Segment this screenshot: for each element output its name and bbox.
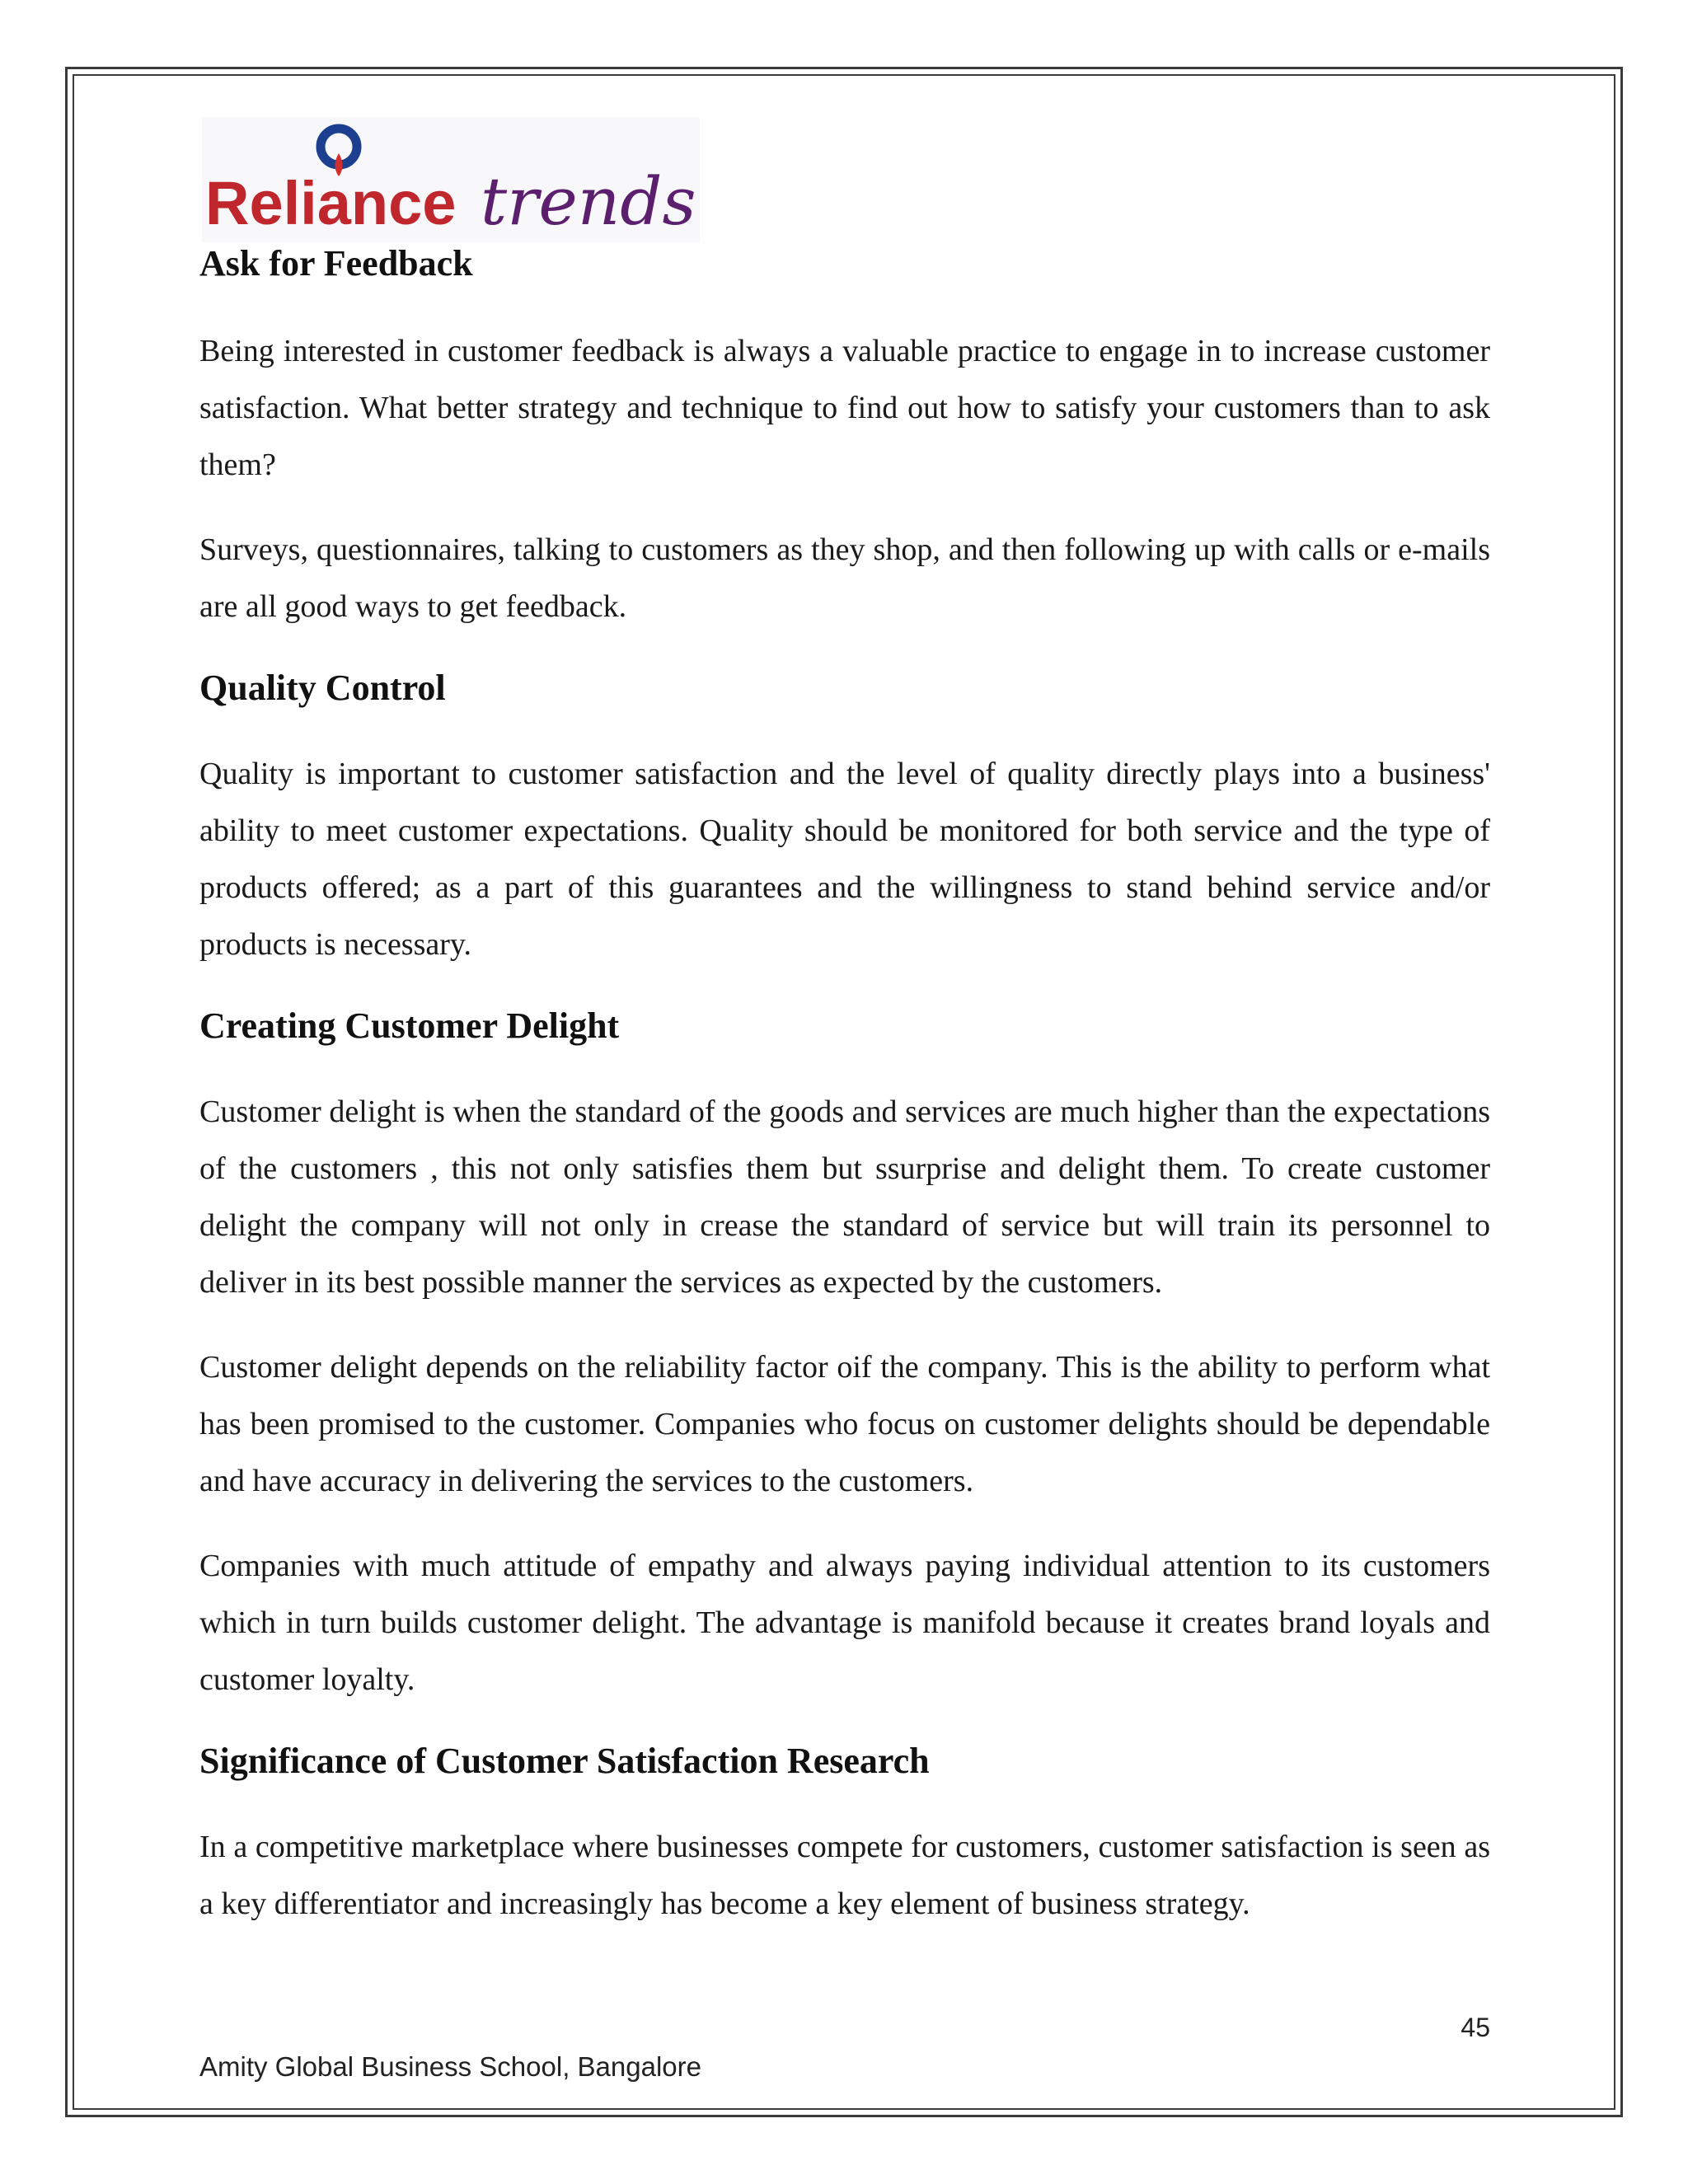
heading-creating-customer-delight: Creating Customer Delight: [199, 1005, 620, 1046]
paragraph: Customer delight is when the standard of the goods and services are much higher than the expectations of the customers , this not only satisfies them but ssurprise and delight them. To create customer delight the company will not only in crease the standard of service but will train its personnel to deliver in its best possible manner the services as expected by the customers.: [199, 1094, 1490, 1300]
heading-quality-control: Quality Control: [199, 668, 446, 708]
logo-text-reliance: Reliance: [205, 169, 457, 237]
paragraph: Quality is important to customer satisfaction and the level of quality directly plays into a business' ability to meet customer expectations. Quality should be monitored for both service and the type of products offered; as a part of this guarantees and the willingness to stand behind service and/or products is necessary.: [199, 757, 1490, 962]
heading-significance-of-research: Significance of Customer Satisfaction Research: [199, 1741, 930, 1781]
page-number: 45: [1461, 2013, 1490, 2042]
paragraph: In a competitive marketplace where businesses compete for customers, customer satisfaction is seen as a key differentiator and increasingly has become a key element of business strategy.: [199, 1830, 1490, 1921]
heading-ask-for-feedback: Ask for Feedback: [199, 243, 473, 284]
paragraph: Being interested in customer feedback is always a valuable practice to engage in to increase customer satisfaction. What better strategy and technique to find out how to satisfy your customers than to ask them?: [199, 334, 1490, 482]
document-body: [199, 239, 1490, 1961]
paragraph: Surveys, questionnaires, talking to customers as they shop, and then following up with calls or e-mails are all good ways to get feedback.: [199, 532, 1490, 624]
logo-text-trends: trends: [481, 163, 696, 240]
reliance-trends-logo: [202, 117, 700, 242]
paragraph: Customer delight depends on the reliability factor oif the company. This is the ability to perform what has been promised to the customer. Companies who focus on customer delights should be dependable and have accuracy in delivering the services to the customers.: [199, 1350, 1490, 1498]
footer-institution: Amity Global Business School, Bangalore: [199, 2051, 701, 2082]
paragraph: Companies with much attitude of empathy and always paying individual attention to its customers which in turn builds customer delight. The advantage is manifold because it creates brand loyals and customer loyalty.: [199, 1549, 1490, 1697]
